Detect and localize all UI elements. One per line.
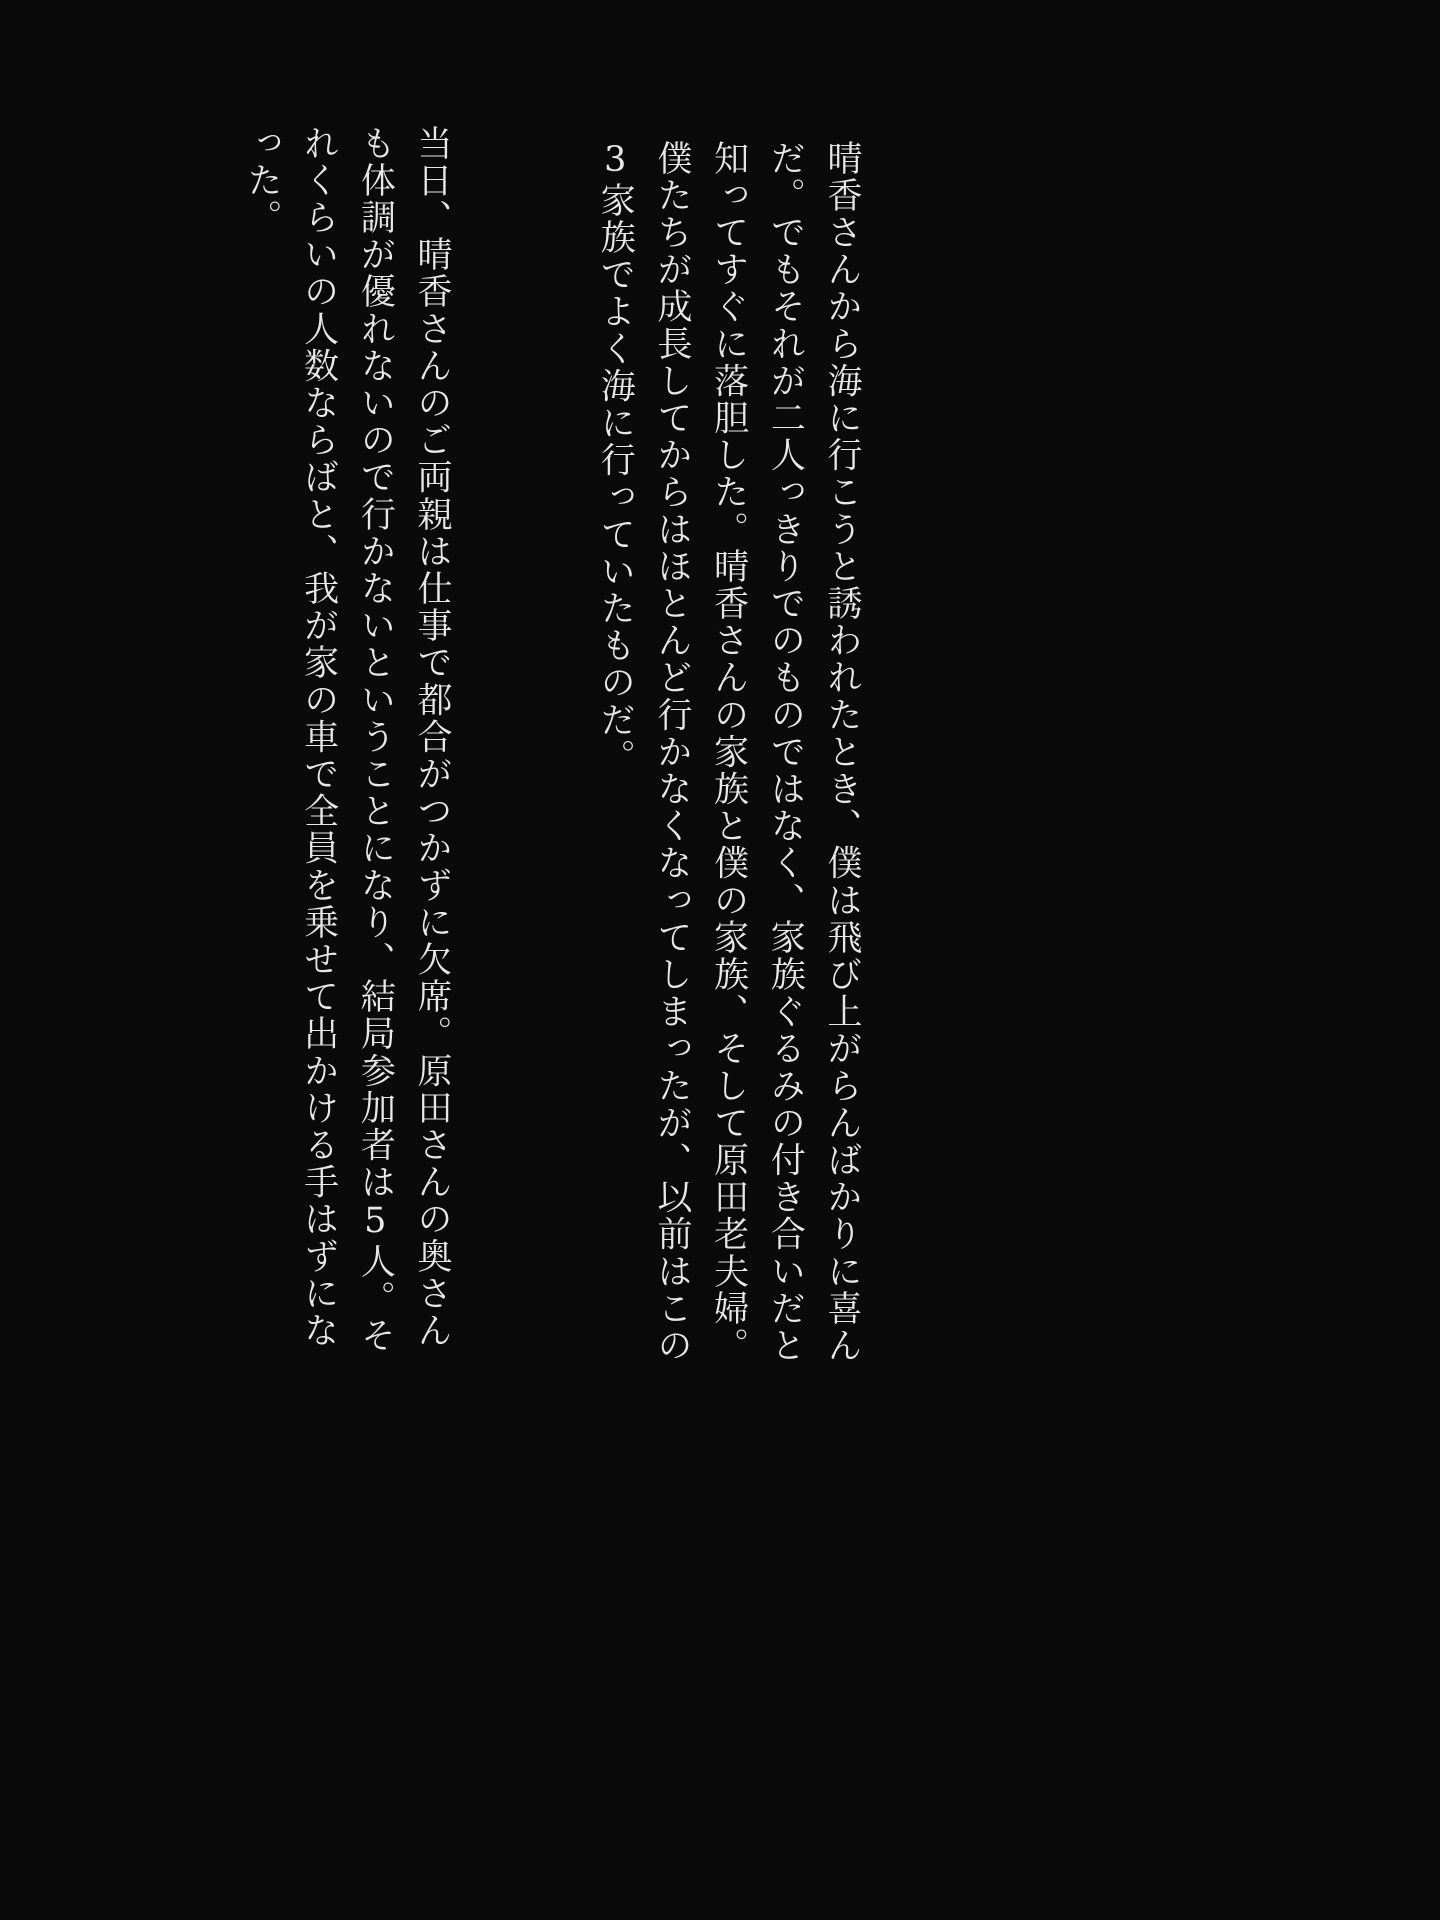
paragraph-1: 晴香さんから海に行こうと誘われたとき、僕は飛び上がらんばかりに喜んだ。でもそれが二人っきりでのものではなく、家族ぐるみの付き合いだと知ってすぐに落胆した。晴香さんの家族と僕の家族、そして原田老夫婦。僕たちが成長してからはほとんど行かなくなってしまったが、以前はこの3家族でよく海に行っていたものだ。 xyxy=(595,140,862,1365)
paragraph-2: 当日、晴香さんのご両親は仕事で都合がつかずに欠席。原田さんの奥さんも体調が優れないので行かないということになり、結局参加者は5人。それくらいの人数ならばと、我が家の車で全員を乗せて出かける手はずになった。 xyxy=(241,125,452,1355)
